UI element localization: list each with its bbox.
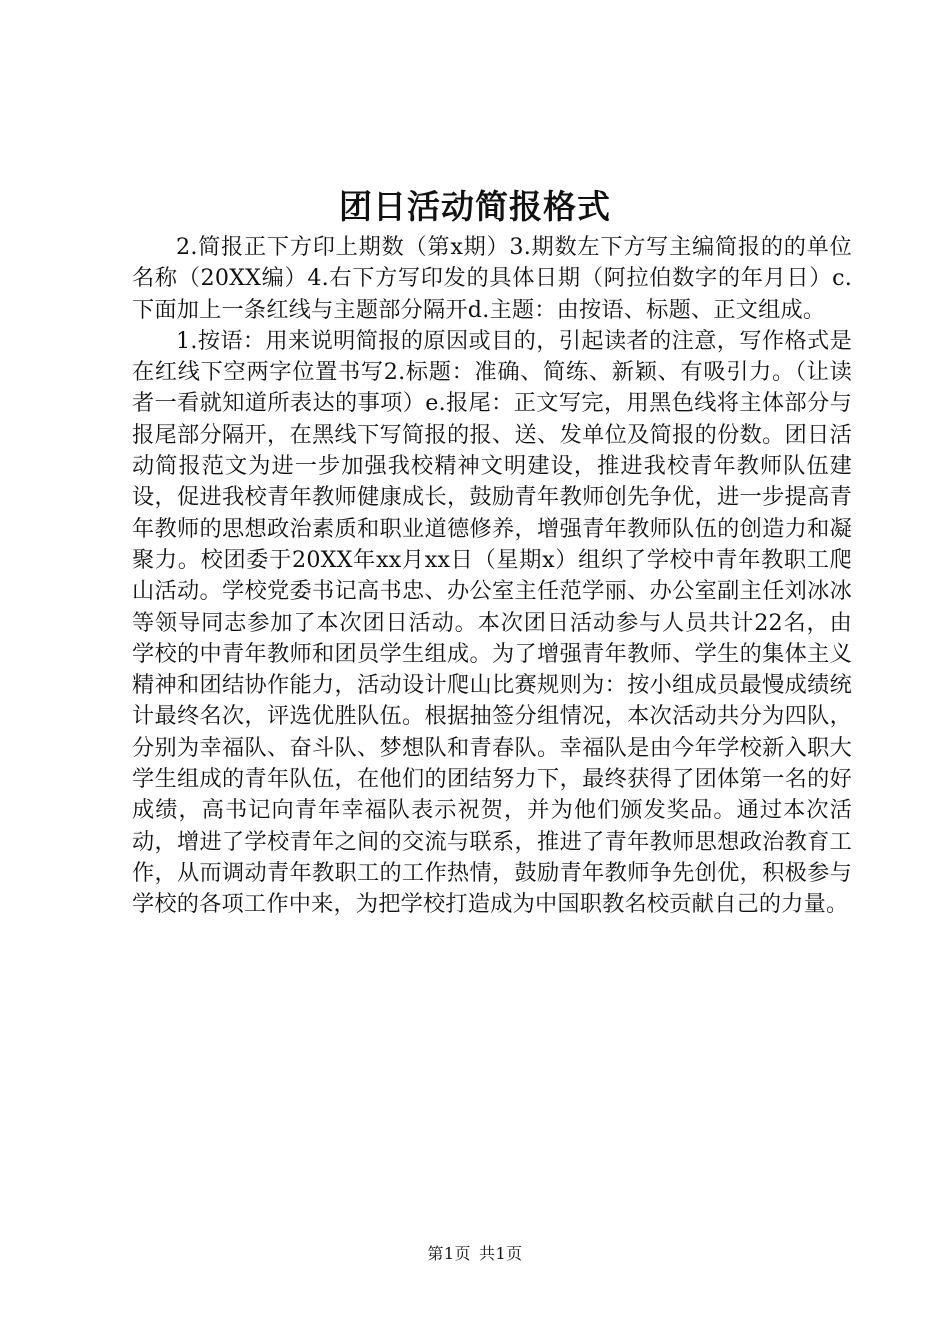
document-title: 团日活动简报格式 [339, 187, 611, 226]
page-footer [0, 1243, 950, 1265]
page-number: 第1页 [427, 1244, 471, 1263]
document-body [132, 232, 852, 921]
page-total: 共1页 [479, 1244, 523, 1263]
body-paragraph: 1.按语：用来说明简报的原因或目的，引起读者的注意，写作格式是在红线下空两字位置书写2.标题：准确、简练、新颖、有吸引力。（让读者一看就知道所表达的事项）e.报尾：正文写完，用黑色线将主体部分与报尾部分隔开，在黑线下写简报的报、送、发单位及简报的份数。团日活动简报范文为进一步加强我校精神文明建设，推进我校青年教师队伍建设，促进我校青年教师健康成长，鼓励青年教师创先争优，进一步提高青年教师的思想政治素质和职业道德修养，增强青年教师队伍的创造力和凝聚力。校团委于20XX年xx月xx日（星期x）组织了学校中青年教职工爬山活动。学校党委书记高书忠、办公室主任范学丽、办公室副主任刘冰冰等领导同志参加了本次团日活动。本次团日活动参与人员共计22名，由学校的中青年教师和团员学生组成。为了增强青年教师、学生的集体主义精神和团结协作能力，活动设计爬山比赛规则为：按小组成员最慢成绩统计最终名次，评选优胜队伍。根据抽签分组情况，本次活动共分为四队，分别为幸福队、奋斗队、梦想队和青春队。幸福队是由今年学校新入职大学生组成的青年队伍，在他们的团结努力下，最终获得了团体第一名的好成绩，高书记向青年幸福队表示祝贺，并为他们颁发奖品。通过本次活动，增进了学校青年之间的交流与联系，推进了青年教师思想政治教育工作，从而调动青年教职工的工作热情，鼓励青年教师争先创优，积极参与学校的各项工作中来，为把学校打造成为中国职教名校贡献自己的力量。 [132, 327, 852, 918]
body-paragraph: 2.简报正下方印上期数（第x期）3.期数左下方写主编简报的的单位名称（20XX编）4.右下方写印发的具体日期（阿拉伯数字的年月日）c.下面加上一条红线与主题部分隔开d.主题：由按语、标题、正文组成。 [132, 234, 852, 323]
